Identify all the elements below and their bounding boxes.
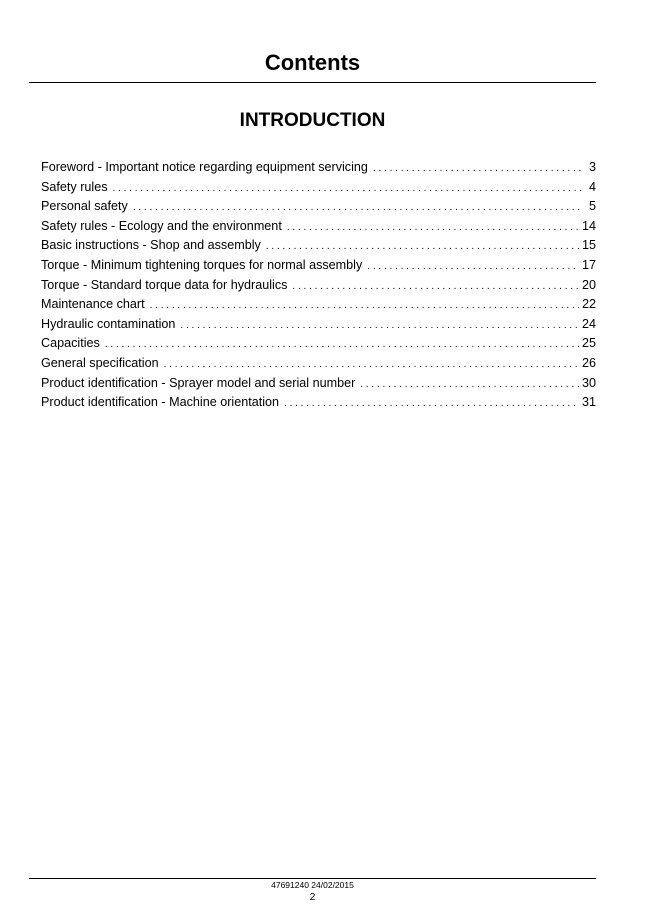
toc-entry-label: Basic instructions - Shop and assembly <box>41 238 261 253</box>
toc-entry-label: Product identification - Machine orientation <box>41 395 280 410</box>
toc-entry-page: 31 <box>581 395 596 410</box>
toc-entry-page: 17 <box>581 257 596 272</box>
toc-entry[interactable] <box>41 354 596 374</box>
toc-entry-page: 26 <box>581 355 596 370</box>
toc-entry[interactable] <box>41 236 596 256</box>
toc-entry[interactable] <box>41 276 596 296</box>
toc-entry-label: General specification <box>41 355 159 370</box>
toc-leader-dots <box>373 159 583 179</box>
toc-entry-label: Torque - Standard torque data for hydraulics <box>41 277 288 292</box>
toc-entry[interactable] <box>41 334 596 354</box>
toc-entry-page: 14 <box>581 218 596 233</box>
toc-leader-dots <box>266 237 579 257</box>
toc-entry-page: 22 <box>581 297 596 312</box>
toc-leader-dots <box>180 316 579 336</box>
footer-document-code: 47691240 24/02/2015 <box>271 880 354 890</box>
toc-leader-dots <box>164 355 579 375</box>
toc-entry[interactable] <box>41 374 596 394</box>
toc-entry-page: 4 <box>588 179 596 194</box>
top-divider <box>29 82 596 83</box>
toc-entry[interactable] <box>41 217 596 237</box>
toc-entry-page: 3 <box>588 160 596 174</box>
toc-entry-label: Maintenance chart <box>41 297 145 312</box>
toc-leader-dots <box>133 198 583 218</box>
toc-leader-dots <box>360 375 579 395</box>
toc-entry-page: 24 <box>581 316 596 331</box>
toc-entry-label: Safety rules <box>41 179 108 194</box>
toc-entry[interactable] <box>41 178 596 198</box>
footer-page-number: 2 <box>309 892 316 903</box>
toc-entry-label: Foreword - Important notice regarding equipment servicing <box>41 160 368 174</box>
toc-entry[interactable] <box>41 393 596 413</box>
toc-leader-dots <box>284 394 579 414</box>
section-title: INTRODUCTION <box>239 110 386 131</box>
toc-entry[interactable] <box>41 295 596 315</box>
table-of-contents <box>41 158 596 413</box>
toc-entry[interactable] <box>41 315 596 335</box>
toc-entry-label: Product identification - Sprayer model and serial number <box>41 375 356 390</box>
bottom-divider <box>29 878 596 879</box>
toc-entry-label: Personal safety <box>41 199 128 214</box>
toc-entry-page: 15 <box>581 238 596 253</box>
toc-entry-label: Safety rules - Ecology and the environment <box>41 218 282 233</box>
toc-leader-dots <box>113 179 584 199</box>
toc-entry[interactable] <box>41 256 596 276</box>
toc-entry[interactable] <box>41 158 596 178</box>
toc-entry-page: 20 <box>581 277 596 292</box>
toc-entry-page: 25 <box>581 336 596 351</box>
toc-entry-page: 5 <box>588 199 596 214</box>
toc-entry-label: Capacities <box>41 336 100 351</box>
toc-leader-dots <box>150 296 579 316</box>
toc-leader-dots <box>292 277 579 297</box>
toc-leader-dots <box>287 218 579 238</box>
toc-entry-page: 30 <box>581 375 596 390</box>
toc-entry-label: Hydraulic contamination <box>41 316 176 331</box>
toc-leader-dots <box>105 335 579 355</box>
toc-entry[interactable] <box>41 197 596 217</box>
toc-entry-label: Torque - Minimum tightening torques for normal assembly <box>41 257 363 272</box>
toc-leader-dots <box>367 257 579 277</box>
page-title: Contents <box>264 50 361 75</box>
